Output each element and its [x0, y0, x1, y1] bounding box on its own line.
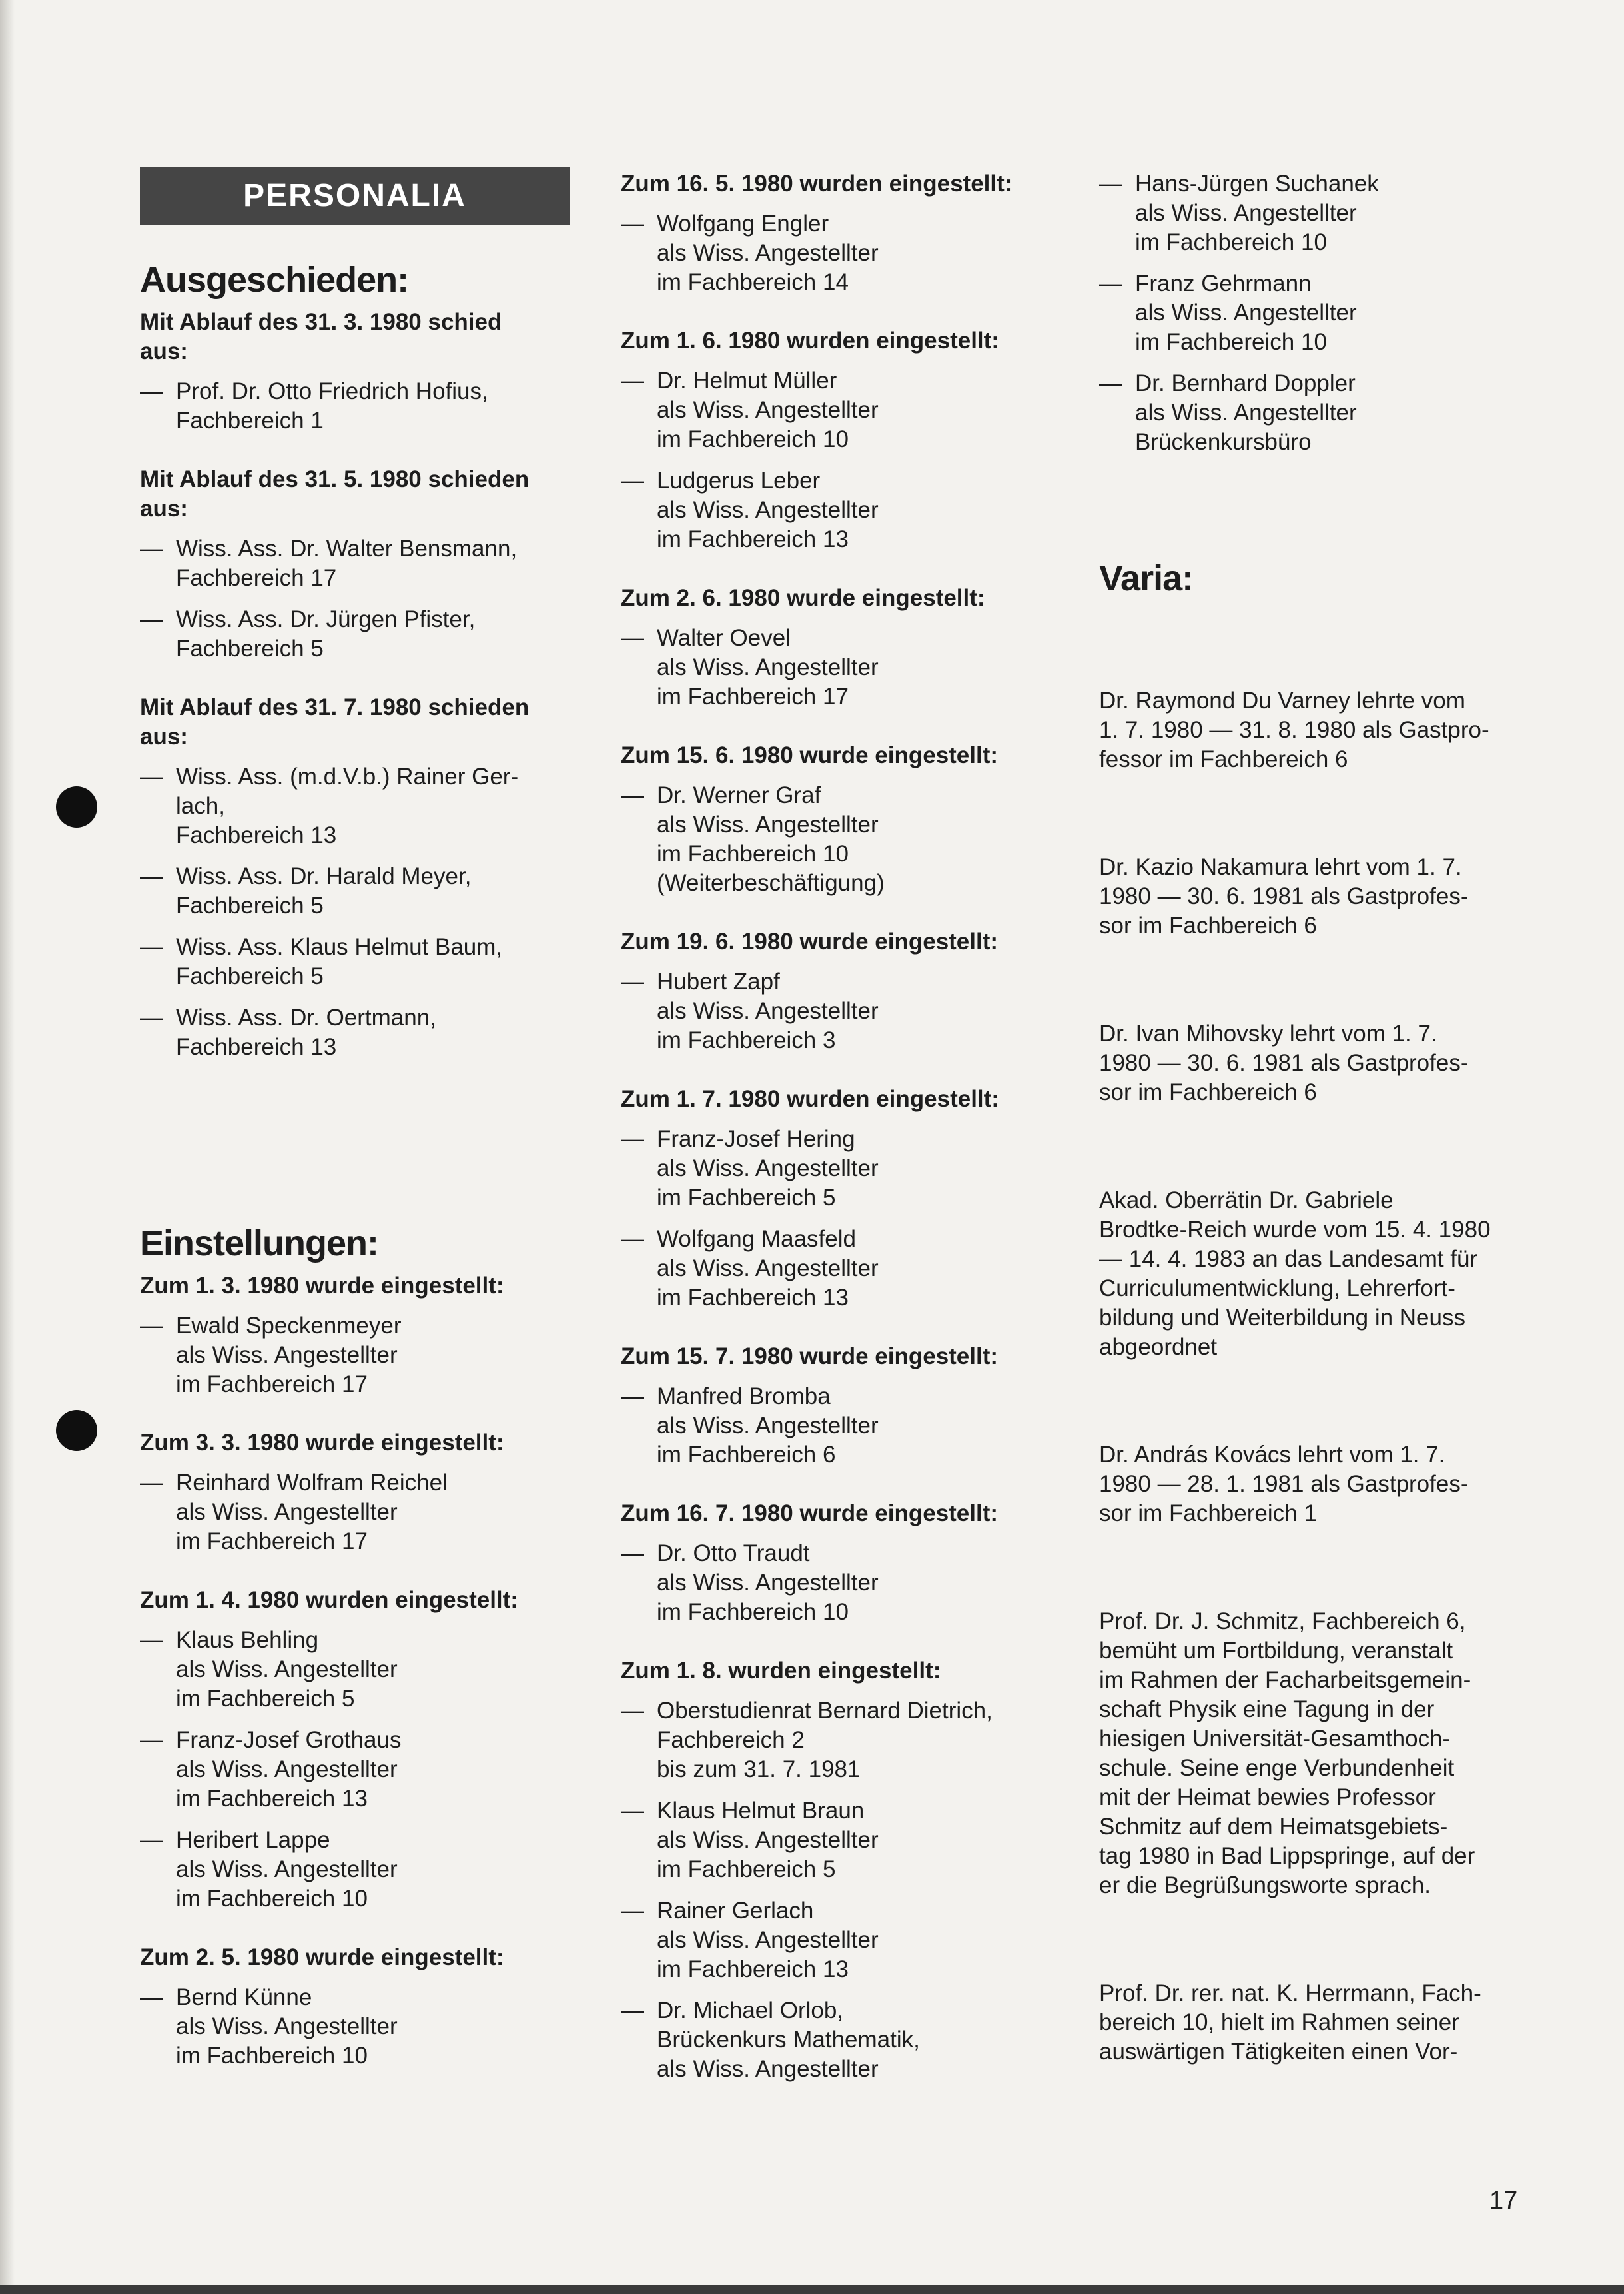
text-line: Mit Ablauf des 31. 3. 1980 schied [140, 309, 502, 335]
text-line: als Wiss. Angestellter [657, 240, 879, 266]
text-line: als Wiss. Angestellter [657, 654, 879, 680]
varia-paragraph [1099, 1440, 1525, 1528]
varia-paragraph [1099, 1019, 1525, 1107]
text-line: Manfred Bromba [657, 1383, 831, 1409]
text-line: Wiss. Ass. Klaus Helmut Baum, [176, 934, 503, 960]
text-line: schaft Physik eine Tagung in der [1099, 1696, 1435, 1722]
text-line: Zum 1. 7. 1980 wurden eingestellt: [621, 1086, 999, 1112]
text-line: er die Begrüßungsworte sprach. [1099, 1872, 1431, 1898]
text-line: Fachbereich 5 [176, 963, 324, 989]
text-line: Reinhard Wolfram Reichel [176, 1470, 448, 1496]
text-line: abgeordnet [1099, 1334, 1218, 1360]
varia-paragraph [1099, 853, 1525, 941]
text-line: Zum 1. 4. 1980 wurden eingestellt: [140, 1587, 518, 1613]
text-line: hiesigen Universität-Gesamthoch- [1099, 1726, 1451, 1752]
text-line: im Fachbereich 10 [1135, 229, 1327, 255]
list-item [140, 1826, 573, 1914]
column-3 [1099, 169, 1525, 2145]
text-line: Wolfgang Engler [657, 211, 829, 237]
text-line: sor im Fachbereich 6 [1099, 913, 1317, 939]
text-line: Ewald Speckenmeyer [176, 1313, 402, 1339]
list-item [140, 933, 573, 991]
dash-bullet: — [140, 934, 163, 960]
text-line: als Wiss. Angestellter [657, 1255, 879, 1281]
text-line: Brückenkursbüro [1135, 429, 1312, 455]
text-line: Franz-Josef Grothaus [176, 1727, 402, 1753]
punch-hole-top [56, 786, 97, 828]
dash-bullet: — [1099, 171, 1122, 197]
text-line: 1. 7. 1980 — 31. 8. 1980 als Gastpro- [1099, 717, 1489, 743]
text-line: Oberstudienrat Bernard Dietrich, [657, 1698, 993, 1724]
text-line: im Fachbereich 5 [176, 1686, 355, 1712]
text-line: Franz-Josef Hering [657, 1126, 855, 1152]
dash-bullet: — [140, 606, 163, 632]
list-item [621, 209, 1047, 297]
group-heading [140, 1271, 573, 1301]
text-line: Ludgerus Leber [657, 468, 821, 494]
list-item [1099, 369, 1525, 457]
text-line: Prof. Dr. J. Schmitz, Fachbereich 6, [1099, 1608, 1466, 1634]
text-line: 1980 — 30. 6. 1981 als Gastprofes- [1099, 883, 1469, 909]
varia-paragraph [1099, 1186, 1525, 1362]
text-line: als Wiss. Angestellter [657, 1155, 879, 1181]
text-line: Dr. Otto Traudt [657, 1540, 810, 1566]
text-line: Fachbereich 13 [176, 822, 337, 848]
text-line: Zum 3. 3. 1980 wurde eingestellt: [140, 1430, 504, 1456]
text-line: als Wiss. Angestellter [1135, 300, 1357, 326]
text-line: Zum 1. 8. wurden eingestellt: [621, 1658, 941, 1684]
text-line: im Fachbereich 10 [1135, 329, 1327, 355]
section-title-einstellungen: Einstellungen: [140, 1223, 379, 1263]
text-line: Zum 19. 6. 1980 wurde eingestellt: [621, 929, 999, 955]
text-line: bereich 10, hielt im Rahmen seiner [1099, 2009, 1459, 2035]
list-item [621, 1125, 1047, 1213]
text-line: Wiss. Ass. Dr. Oertmann, [176, 1005, 436, 1031]
dash-bullet: — [621, 1226, 644, 1252]
page-edge-shadow [0, 0, 15, 2294]
text-line: Dr. Helmut Müller [657, 368, 837, 394]
date-group [621, 1342, 1047, 1470]
text-line: im Fachbereich 10 [657, 841, 849, 867]
group-heading [140, 1943, 573, 1972]
list-item [140, 377, 573, 436]
group-heading [140, 1429, 573, 1458]
text-line: Zum 15. 7. 1980 wurde eingestellt: [621, 1343, 999, 1369]
dash-bullet: — [140, 1005, 163, 1031]
group-heading [621, 584, 1047, 613]
text-line: Wiss. Ass. Dr. Harald Meyer, [176, 863, 472, 889]
page-number: 17 [1489, 2187, 1518, 2215]
list-item [621, 1539, 1047, 1627]
list-item [621, 624, 1047, 712]
text-line: Fachbereich 5 [176, 893, 324, 919]
text-line: fessor im Fachbereich 6 [1099, 746, 1348, 772]
date-group [621, 927, 1047, 1055]
dash-bullet: — [621, 1126, 644, 1152]
dash-bullet: — [140, 1727, 163, 1753]
text-line: Dr. András Kovács lehrt vom 1. 7. [1099, 1442, 1445, 1468]
dash-bullet: — [140, 1827, 163, 1853]
text-line: als Wiss. Angestellter [176, 1656, 398, 1682]
varia-paragraph [1099, 1979, 1525, 2067]
text-line: im Fachbereich 13 [657, 1956, 849, 1982]
date-group [621, 584, 1047, 712]
dash-bullet: — [140, 378, 163, 404]
dash-bullet: — [1099, 271, 1122, 296]
text-line: als Wiss. Angestellter [176, 1856, 398, 1882]
scan-bottom-edge [0, 2285, 1624, 2294]
text-line: (Weiterbeschäftigung) [657, 870, 885, 896]
varia-paragraphs [1099, 686, 1525, 2067]
group-heading [140, 308, 573, 366]
section-title-ausgeschieden: Ausgeschieden: [140, 260, 409, 300]
text-line: Wolfgang Maasfeld [657, 1226, 856, 1252]
text-line: Dr. Ivan Mihovsky lehrt vom 1. 7. [1099, 1021, 1437, 1047]
einstellungen-list-continued [621, 169, 1047, 2084]
text-line: Dr. Raymond Du Varney lehrte vom [1099, 688, 1465, 714]
text-line: Heribert Lappe [176, 1827, 330, 1853]
text-line: im Fachbereich 13 [657, 526, 849, 552]
text-line: Zum 1. 6. 1980 wurden eingestellt: [621, 328, 999, 354]
list-item [621, 1382, 1047, 1470]
text-line: bis zum 31. 7. 1981 [657, 1756, 861, 1782]
text-line: Mit Ablauf des 31. 7. 1980 schieden [140, 694, 530, 720]
text-line: sor im Fachbereich 1 [1099, 1500, 1317, 1526]
text-line: mit der Heimat bewies Professor [1099, 1784, 1436, 1810]
dash-bullet: — [1099, 370, 1122, 396]
list-item [140, 605, 573, 664]
list-item [621, 1896, 1047, 1984]
text-line: als Wiss. Angestellter [657, 397, 879, 423]
dash-bullet: — [621, 1383, 644, 1409]
text-line: Schmitz auf dem Heimatsgebiets- [1099, 1814, 1448, 1840]
text-line: als Wiss. Angestellter [657, 1927, 879, 1953]
list-item [140, 1468, 573, 1556]
text-line: Klaus Helmut Braun [657, 1798, 865, 1824]
text-line: im Fachbereich 10 [657, 1599, 849, 1625]
text-line: Fachbereich 13 [176, 1034, 337, 1060]
text-line: im Fachbereich 5 [657, 1185, 836, 1211]
text-line: als Wiss. Angestellter [1135, 400, 1357, 426]
text-line: als Wiss. Angestellter [657, 497, 879, 523]
text-line: Dr. Bernhard Doppler [1135, 370, 1356, 396]
group-heading [621, 1499, 1047, 1528]
einstellungen-list-continued-2 [1099, 169, 1525, 457]
list-item [621, 1996, 1047, 2084]
text-line: Dr. Werner Graf [657, 782, 821, 808]
column-2 [621, 169, 1047, 2113]
dash-bullet: — [140, 1984, 163, 2010]
text-line: Zum 16. 5. 1980 wurden eingestellt: [621, 171, 1013, 197]
dash-bullet: — [621, 969, 644, 995]
text-line: im Rahmen der Facharbeitsgemein- [1099, 1667, 1471, 1693]
group-heading [621, 326, 1047, 356]
text-line: Hubert Zapf [657, 969, 780, 995]
group-heading [140, 1586, 573, 1615]
date-group [621, 1085, 1047, 1313]
dash-bullet: — [140, 764, 163, 790]
dash-bullet: — [140, 1627, 163, 1653]
date-group [621, 1656, 1047, 2084]
dash-bullet: — [621, 1540, 644, 1566]
text-line: als Wiss. Angestellter [176, 1756, 398, 1782]
date-group [621, 169, 1047, 297]
date-group [140, 1943, 573, 2071]
text-line: im Fachbereich 10 [176, 2043, 368, 2069]
section-title-varia: Varia: [1099, 558, 1194, 598]
section-banner: PERSONALIA [140, 167, 570, 225]
text-line: Brückenkurs Mathematik, [657, 2027, 920, 2053]
text-line: aus: [140, 724, 188, 750]
list-item [621, 1796, 1047, 1884]
text-line: Wiss. Ass. Dr. Jürgen Pfister, [176, 606, 476, 632]
text-line: aus: [140, 496, 188, 522]
ausgeschieden-list [140, 308, 573, 1062]
date-group [621, 326, 1047, 554]
date-group [140, 465, 573, 664]
text-line: als Wiss. Angestellter [657, 2056, 879, 2082]
text-line: Prof. Dr. Otto Friedrich Hofius, [176, 378, 488, 404]
list-item [140, 1626, 573, 1714]
text-line: Zum 2. 5. 1980 wurde eingestellt: [140, 1944, 504, 1970]
text-line: schule. Seine enge Verbundenheit [1099, 1755, 1455, 1781]
varia-paragraph [1099, 686, 1525, 774]
text-line: Dr. Kazio Nakamura lehrt vom 1. 7. [1099, 854, 1462, 880]
list-item [621, 967, 1047, 1055]
list-item [621, 781, 1047, 898]
date-group [140, 1271, 573, 1399]
list-item [140, 1983, 573, 2071]
dash-bullet: — [621, 211, 644, 237]
group-heading [140, 465, 573, 524]
text-line: 1980 — 30. 6. 1981 als Gastprofes- [1099, 1050, 1469, 1076]
group-heading [621, 1656, 1047, 1686]
text-line: bemüht um Fortbildung, veranstalt [1099, 1638, 1453, 1664]
list-item [621, 466, 1047, 554]
text-line: Wiss. Ass. Dr. Walter Bensmann, [176, 536, 518, 562]
dash-bullet: — [140, 1313, 163, 1339]
text-line: Brodtke-Reich wurde vom 15. 4. 1980 [1099, 1217, 1491, 1243]
dash-bullet: — [140, 1470, 163, 1496]
text-line: als Wiss. Angestellter [657, 1827, 879, 1853]
group-heading [621, 1085, 1047, 1114]
text-line: Fachbereich 1 [176, 408, 324, 434]
date-group [140, 693, 573, 1062]
list-item [140, 762, 573, 850]
text-line: sor im Fachbereich 6 [1099, 1079, 1317, 1105]
text-line: aus: [140, 338, 188, 364]
dash-bullet: — [621, 1898, 644, 1924]
varia-paragraph [1099, 1607, 1525, 1900]
text-line: als Wiss. Angestellter [657, 998, 879, 1024]
dash-bullet: — [140, 863, 163, 889]
punch-hole-bottom [56, 1410, 97, 1451]
column-1 [140, 167, 573, 2100]
date-group [140, 1429, 573, 1556]
text-line: Akad. Oberrätin Dr. Gabriele [1099, 1187, 1394, 1213]
text-line: Prof. Dr. rer. nat. K. Herrmann, Fach- [1099, 1980, 1481, 2006]
text-line: im Fachbereich 17 [176, 1528, 368, 1554]
dash-bullet: — [140, 536, 163, 562]
text-line: Rainer Gerlach [657, 1898, 814, 1924]
dash-bullet: — [621, 368, 644, 394]
text-line: als Wiss. Angestellter [1135, 200, 1357, 226]
list-item [621, 1696, 1047, 1784]
dash-bullet: — [621, 1698, 644, 1724]
list-item [621, 1225, 1047, 1313]
text-line: Hans-Jürgen Suchanek [1135, 171, 1379, 197]
text-line: Zum 16. 7. 1980 wurde eingestellt: [621, 1500, 999, 1526]
list-item [140, 1311, 573, 1399]
text-line: Zum 15. 6. 1980 wurde eingestellt: [621, 742, 999, 768]
date-group [621, 741, 1047, 898]
text-line: im Fachbereich 5 [657, 1856, 836, 1882]
date-group [140, 1586, 573, 1914]
text-line: Dr. Michael Orlob, [657, 1998, 844, 2023]
text-line: im Fachbereich 13 [657, 1285, 849, 1311]
text-line: Wiss. Ass. (m.d.V.b.) Rainer Ger- [176, 764, 519, 790]
text-line: im Fachbereich 3 [657, 1027, 836, 1053]
list-item [140, 1726, 573, 1814]
text-line: als Wiss. Angestellter [657, 1413, 879, 1438]
date-group [140, 308, 573, 436]
text-line: als Wiss. Angestellter [657, 812, 879, 838]
list-item [140, 862, 573, 921]
list-item [140, 1003, 573, 1062]
text-line: Klaus Behling [176, 1627, 319, 1653]
text-line: lach, [176, 793, 225, 819]
list-item [1099, 169, 1525, 257]
date-group [621, 1499, 1047, 1627]
text-line: im Fachbereich 13 [176, 1786, 368, 1812]
text-line: Zum 1. 3. 1980 wurde eingestellt: [140, 1273, 504, 1299]
text-line: auswärtigen Tätigkeiten einen Vor- [1099, 2039, 1458, 2065]
text-line: als Wiss. Angestellter [176, 1499, 398, 1525]
text-line: im Fachbereich 6 [657, 1442, 836, 1468]
dash-bullet: — [621, 1798, 644, 1824]
text-line: im Fachbereich 10 [176, 1886, 368, 1912]
text-line: als Wiss. Angestellter [657, 1570, 879, 1596]
text-line: Curriculumentwicklung, Lehrerfort- [1099, 1275, 1455, 1301]
group-heading [621, 1342, 1047, 1371]
dash-bullet: — [621, 468, 644, 494]
text-line: bildung und Weiterbildung in Neuss [1099, 1305, 1465, 1331]
text-line: tag 1980 in Bad Lippspringe, auf der [1099, 1843, 1475, 1869]
text-line: Bernd Künne [176, 1984, 312, 2010]
dash-bullet: — [621, 625, 644, 651]
text-line: Mit Ablauf des 31. 5. 1980 schieden [140, 466, 530, 492]
text-line: im Fachbereich 17 [657, 684, 849, 710]
text-line: — 14. 4. 1983 an das Landesamt für [1099, 1246, 1478, 1272]
text-line: als Wiss. Angestellter [176, 2013, 398, 2039]
dash-bullet: — [621, 782, 644, 808]
text-line: Zum 2. 6. 1980 wurde eingestellt: [621, 585, 985, 611]
list-item [140, 534, 573, 593]
dash-bullet: — [621, 1998, 644, 2023]
group-heading [621, 927, 1047, 957]
text-line: im Fachbereich 10 [657, 426, 849, 452]
text-line: im Fachbereich 17 [176, 1371, 368, 1397]
list-item [621, 366, 1047, 454]
text-line: Walter Oevel [657, 625, 791, 651]
text-line: als Wiss. Angestellter [176, 1342, 398, 1368]
text-line: Fachbereich 17 [176, 565, 337, 591]
text-line: Fachbereich 5 [176, 636, 324, 662]
group-heading [621, 169, 1047, 199]
group-heading [621, 741, 1047, 770]
text-line: 1980 — 28. 1. 1981 als Gastprofes- [1099, 1471, 1469, 1497]
text-line: Franz Gehrmann [1135, 271, 1312, 296]
list-item [1099, 269, 1525, 357]
text-line: Fachbereich 2 [657, 1727, 805, 1753]
group-heading [140, 693, 573, 752]
text-line: im Fachbereich 14 [657, 269, 849, 295]
einstellungen-list [140, 1271, 573, 2071]
